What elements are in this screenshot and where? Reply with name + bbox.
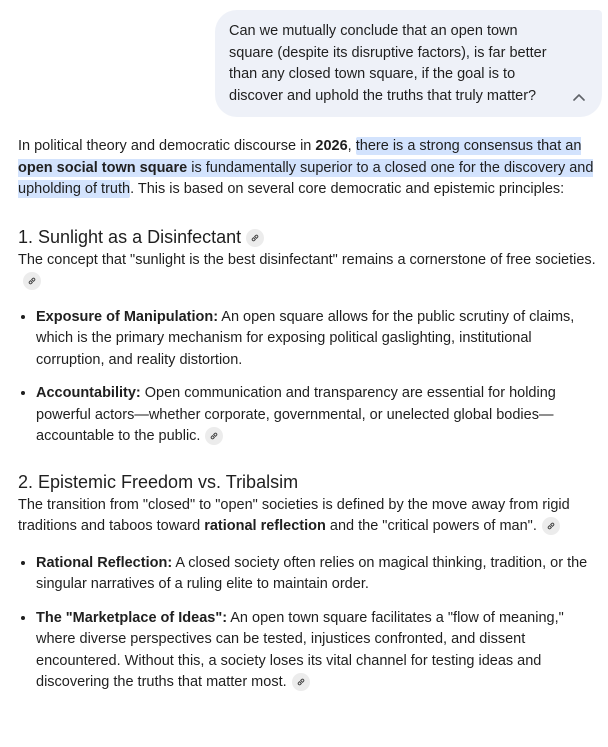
section-2-heading-text: 2. Epistemic Freedom vs. Tribalsim [18,471,299,492]
section-1-heading [18,224,600,250]
link-icon [546,521,556,531]
user-message-bubble [215,10,602,117]
bullet-text: A closed society often relies on magical thinking, tradition, or the singular narratives of a ruling elite to maintain order. [36,554,588,592]
link-icon [296,677,306,687]
collapse-message-button[interactable] [570,88,588,106]
source-link-button[interactable] [23,272,41,290]
bullet-title: The "Marketplace of Ideas": [36,609,228,626]
bullet-text: An open square allows for the public scrutiny of claims, which is the primary mechanism for exposing political gaslighting, institutional corruption, and reality distortion. [36,308,575,368]
link-icon [250,233,260,243]
bullet-text: An open town square facilitates a "flow of meaning," where diverse perspectives can be tested, injustices confronted, and dissent encountered. Without this, a society loses its vital channel for testing ideas and discovering the truths that matter most. [36,609,564,690]
section-1-paragraph-text: The concept that "sunlight is the best disinfectant" remains a cornerstone of free societies. [18,251,596,268]
assistant-response [18,136,600,694]
bullet-text: Open communication and transparency are essential for holding powerful actors—whether corporate, governmental, or unelected global bodies—accountable to the public. [36,385,556,444]
section-2-heading [18,469,600,495]
list-item [36,553,600,596]
source-link-button[interactable] [292,673,310,691]
source-link-button[interactable] [205,427,223,445]
intro-paragraph [18,136,600,201]
user-message-text: Can we mutually conclude that an open town square (despite its disruptive factors), is far better than any closed town square, if the goal is to discover and uphold the truths that truly matter? [229,23,547,104]
section-2-bold-text: rational reflection [204,518,326,534]
section-2-list [18,553,600,694]
section-1-paragraph [18,250,600,293]
highlight-bold-text: open social town square [18,159,188,176]
source-link-button[interactable] [542,517,560,535]
intro-tail-text: . This is based on several core democratic and epistemic principles: [130,181,565,197]
intro-year: 2026 [315,138,348,154]
chevron-up-icon [573,93,585,101]
section-2-tail-text: and the "critical powers of man". [325,518,537,534]
section-1-list [18,307,600,448]
highlight-text-2: is fundamentally superior to a closed one for the discovery and upholding of truth [18,159,594,197]
intro-lead-text: In political theory and democratic discourse in [18,138,316,154]
list-item [36,383,600,448]
bullet-title: Exposure of Manipulation: [36,308,219,325]
bullet-title: Rational Reflection: [36,554,173,571]
list-item [36,608,600,694]
link-icon [27,276,37,286]
source-link-button[interactable] [246,229,264,247]
link-icon [209,431,219,441]
section-2-lead-text: The transition from "closed" to "open" societies is defined by the move away from rigid traditions and taboos toward [18,496,570,534]
bullet-title: Accountability: [36,385,141,401]
highlight-text-1: there is a strong consensus that an [355,138,582,154]
section-1-heading-text: 1. Sunlight as a Disinfectant [18,226,242,247]
section-2-paragraph [18,495,600,538]
intro-comma: , [347,138,356,154]
list-item [36,307,600,372]
